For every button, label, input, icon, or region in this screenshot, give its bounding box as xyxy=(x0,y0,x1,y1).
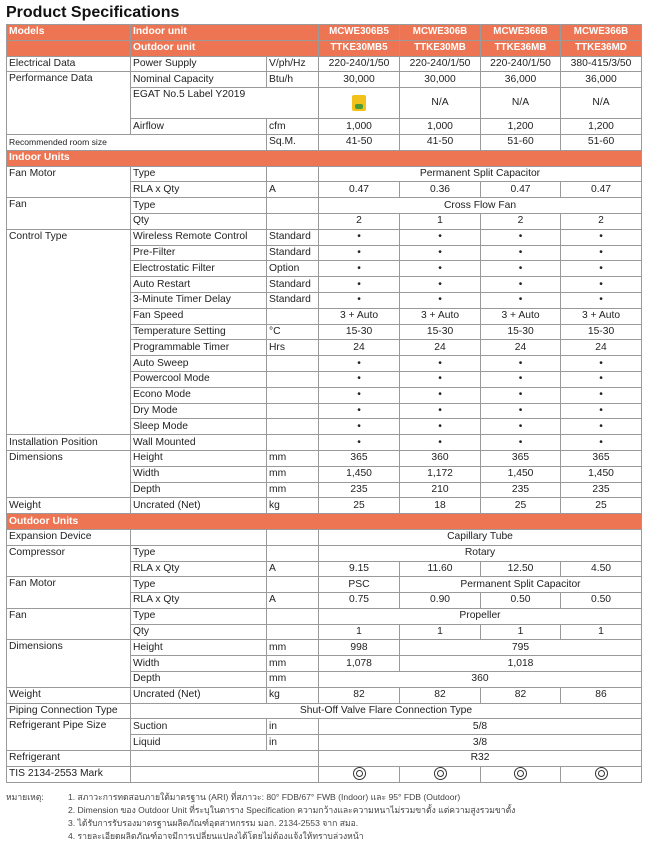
outdoor-unit-label: Outdoor unit xyxy=(131,40,319,56)
cell-value: • xyxy=(400,371,481,387)
table-row xyxy=(7,719,642,735)
cell-value: 0.50 xyxy=(481,593,561,609)
row-item: Type xyxy=(131,608,267,624)
row-label: Weight xyxy=(7,687,131,703)
cell-value: • xyxy=(400,245,481,261)
row-label: Refrigerant xyxy=(7,751,131,767)
cell-value: 24 xyxy=(319,340,400,356)
cell-value: 1 xyxy=(400,213,481,229)
header-row-outdoor xyxy=(7,40,642,56)
row-item: Height xyxy=(131,450,267,466)
row-item: Depth xyxy=(131,672,267,688)
egat-label-icon xyxy=(352,95,366,111)
cell-value: • xyxy=(319,387,400,403)
outdoor-model: TTKE30MB5 xyxy=(319,40,400,56)
cell-value: 1,200 xyxy=(481,119,561,135)
row-unit xyxy=(267,166,319,182)
cell-value: 220-240/1/50 xyxy=(400,56,481,72)
outdoor-model: TTKE36MB xyxy=(481,40,561,56)
cell-value: 15-30 xyxy=(400,324,481,340)
row-label: TIS 2134-2553 Mark xyxy=(7,766,131,782)
row-unit: Standard xyxy=(267,245,319,261)
table-row xyxy=(7,450,642,466)
cell-value: • xyxy=(481,245,561,261)
table-row xyxy=(7,56,642,72)
cell-value: 0.36 xyxy=(400,182,481,198)
notes xyxy=(0,791,647,843)
row-unit: in xyxy=(267,719,319,735)
row-label: Control Type xyxy=(7,229,131,434)
indoor-model: MCWE306B5 xyxy=(319,25,400,41)
cell-value: 1,172 xyxy=(400,466,481,482)
cell-value: Permanent Split Capacitor xyxy=(400,577,642,593)
cell-value: • xyxy=(561,356,642,372)
row-item: Depth xyxy=(131,482,267,498)
cell-value: • xyxy=(561,419,642,435)
row-item: Electrostatic Filter xyxy=(131,261,267,277)
cell-value: • xyxy=(319,403,400,419)
cell-value: Cross Flow Fan xyxy=(319,198,642,214)
cell-value: • xyxy=(400,387,481,403)
cell-value: • xyxy=(561,371,642,387)
row-item xyxy=(131,529,267,545)
cell-value: 998 xyxy=(319,640,400,656)
cell-value: • xyxy=(481,435,561,451)
table-row xyxy=(7,498,642,514)
note-item: 1. สภาวะการทดสอบภายใต้มาตรฐาน (ARI) ที่สภาวะ: 80° FDB/67° FWB (Indoor) และ 95° FDB (Outdoor) xyxy=(68,791,461,802)
cell-value: • xyxy=(400,292,481,308)
tis-cell xyxy=(481,766,561,782)
row-item: Uncrated (Net) xyxy=(131,498,267,514)
cell-value: 86 xyxy=(561,687,642,703)
row-unit xyxy=(267,419,319,435)
row-unit: in xyxy=(267,735,319,751)
cell-value: 1,450 xyxy=(561,466,642,482)
row-item: Pre-Filter xyxy=(131,245,267,261)
table-row xyxy=(7,229,642,245)
cell-value: 36,000 xyxy=(481,72,561,88)
cell-value: 82 xyxy=(319,687,400,703)
cell-value: 1,200 xyxy=(561,119,642,135)
row-unit: kg xyxy=(267,498,319,514)
cell-value: 1,018 xyxy=(400,656,642,672)
cell-value: • xyxy=(319,245,400,261)
egat-cell xyxy=(319,88,400,119)
row-unit xyxy=(267,308,319,324)
row-unit: mm xyxy=(267,656,319,672)
row-unit xyxy=(267,529,319,545)
table-row xyxy=(7,703,642,719)
tis-cell xyxy=(319,766,400,782)
cell-value: • xyxy=(561,229,642,245)
note-row xyxy=(0,817,647,830)
table-row xyxy=(7,608,642,624)
row-item: Type xyxy=(131,166,267,182)
row-item: RLA x Qty xyxy=(131,561,267,577)
row-unit xyxy=(267,435,319,451)
row-item: Type xyxy=(131,577,267,593)
cell-value: 41-50 xyxy=(400,134,481,150)
row-label: Fan Motor xyxy=(7,577,131,609)
row-item: Fan Speed xyxy=(131,308,267,324)
cell-value: • xyxy=(400,356,481,372)
row-item: Uncrated (Net) xyxy=(131,687,267,703)
tis-mark-icon xyxy=(353,767,366,780)
row-unit: mm xyxy=(267,466,319,482)
table-row xyxy=(7,435,642,451)
cell-value: 30,000 xyxy=(319,72,400,88)
cell-value: 0.75 xyxy=(319,593,400,609)
cell-value: 2 xyxy=(561,213,642,229)
outdoor-model: TTKE30MB xyxy=(400,40,481,56)
row-item: Temperature Setting xyxy=(131,324,267,340)
cell-value: • xyxy=(561,292,642,308)
table-row xyxy=(7,545,642,561)
cell-value: N/A xyxy=(400,88,481,119)
cell-value: 25 xyxy=(561,498,642,514)
cell-value: • xyxy=(319,419,400,435)
cell-value: 1 xyxy=(561,624,642,640)
cell-value: • xyxy=(400,261,481,277)
row-label: Electrical Data xyxy=(7,56,131,72)
cell-value: 220-240/1/50 xyxy=(319,56,400,72)
cell-value: • xyxy=(481,261,561,277)
row-unit xyxy=(267,371,319,387)
cell-value: • xyxy=(481,229,561,245)
cell-value: PSC xyxy=(319,577,400,593)
cell-value: 0.47 xyxy=(561,182,642,198)
row-item: Dry Mode xyxy=(131,403,267,419)
cell-value: • xyxy=(400,229,481,245)
cell-value: 2 xyxy=(481,213,561,229)
cell-value: 365 xyxy=(319,450,400,466)
tis-cell xyxy=(400,766,481,782)
row-item: Liquid xyxy=(131,735,267,751)
row-item: Auto Restart xyxy=(131,277,267,293)
note-row xyxy=(0,830,647,843)
cell-value: • xyxy=(400,419,481,435)
row-label: Compressor xyxy=(7,545,131,577)
cell-value: 51-60 xyxy=(481,134,561,150)
cell-value: 1,450 xyxy=(319,466,400,482)
row-item: Sleep Mode xyxy=(131,419,267,435)
cell-value: 15-30 xyxy=(319,324,400,340)
row-unit: °C xyxy=(267,324,319,340)
table-row xyxy=(7,198,642,214)
note-row xyxy=(0,791,647,804)
cell-value: 365 xyxy=(561,450,642,466)
row-unit: Standard xyxy=(267,229,319,245)
cell-value: • xyxy=(400,435,481,451)
cell-value: 795 xyxy=(400,640,642,656)
table-row xyxy=(7,640,642,656)
cell-value: 3 + Auto xyxy=(319,308,400,324)
cell-value: 235 xyxy=(561,482,642,498)
row-item: Airflow xyxy=(131,119,267,135)
models-label: Models xyxy=(7,25,131,41)
row-unit xyxy=(267,577,319,593)
cell-value: 380-415/3/50 xyxy=(561,56,642,72)
cell-value: 0.50 xyxy=(561,593,642,609)
cell-value: • xyxy=(481,277,561,293)
table-row xyxy=(7,687,642,703)
row-label: Performance Data xyxy=(7,72,131,135)
cell-value: • xyxy=(319,277,400,293)
cell-value: • xyxy=(561,245,642,261)
row-item: Height xyxy=(131,640,267,656)
cell-value: • xyxy=(319,371,400,387)
tis-mark-icon xyxy=(595,767,608,780)
section-header-indoor xyxy=(7,150,642,166)
indoor-model: MCWE366B xyxy=(481,25,561,41)
row-item: Width xyxy=(131,466,267,482)
row-unit: Option xyxy=(267,261,319,277)
row-unit xyxy=(267,387,319,403)
indoor-model: MCWE306B xyxy=(400,25,481,41)
row-unit: Standard xyxy=(267,277,319,293)
cell-value: 4.50 xyxy=(561,561,642,577)
note-item: 3. ได้รับการรับรองมาตรฐานผลิตภัณฑ์อุตสาหกรรม มอก. 2134-2553 จาก สมอ. xyxy=(68,817,359,828)
row-label: Fan xyxy=(7,608,131,640)
row-unit xyxy=(267,545,319,561)
row-label: Fan Motor xyxy=(7,166,131,198)
cell-value: 1,000 xyxy=(319,119,400,135)
cell-value: 1,000 xyxy=(400,119,481,135)
row-item: Wireless Remote Control xyxy=(131,229,267,245)
cell-value: 3 + Auto xyxy=(561,308,642,324)
row-unit xyxy=(267,624,319,640)
row-label: Expansion Device xyxy=(7,529,131,545)
row-unit: V/ph/Hz xyxy=(267,56,319,72)
row-item: RLA x Qty xyxy=(131,182,267,198)
cell-value: 25 xyxy=(319,498,400,514)
row-unit xyxy=(267,403,319,419)
cell-value: • xyxy=(481,371,561,387)
table-row xyxy=(7,134,642,150)
cell-value: 1,450 xyxy=(481,466,561,482)
cell-value: 12.50 xyxy=(481,561,561,577)
cell-value: • xyxy=(561,261,642,277)
cell-value: 41-50 xyxy=(319,134,400,150)
row-unit: mm xyxy=(267,482,319,498)
row-unit: mm xyxy=(267,450,319,466)
cell-value: • xyxy=(481,387,561,403)
header-row-indoor xyxy=(7,25,642,41)
cell-value: 24 xyxy=(400,340,481,356)
row-item: Width xyxy=(131,656,267,672)
cell-value: • xyxy=(481,356,561,372)
table-row xyxy=(7,529,642,545)
cell-value: • xyxy=(319,292,400,308)
cell-value: 25 xyxy=(481,498,561,514)
outdoor-model: TTKE36MD xyxy=(561,40,642,56)
row-unit: mm xyxy=(267,640,319,656)
page-title: Product Specifications xyxy=(6,4,180,21)
cell-value: 1 xyxy=(319,624,400,640)
row-item: Suction xyxy=(131,719,267,735)
cell-value: 36,000 xyxy=(561,72,642,88)
row-label: Installation Position xyxy=(7,435,131,451)
indoor-unit-label: Indoor unit xyxy=(131,25,319,41)
row-unit: Standard xyxy=(267,292,319,308)
table-row xyxy=(7,72,642,88)
cell-value: 3 + Auto xyxy=(400,308,481,324)
section-title: Indoor Units xyxy=(7,150,642,166)
cell-value: Propeller xyxy=(319,608,642,624)
cell-value: Permanent Split Capacitor xyxy=(319,166,642,182)
row-unit: A xyxy=(267,561,319,577)
row-item xyxy=(131,766,319,782)
row-label: Piping Connection Type xyxy=(7,703,131,719)
cell-value: 235 xyxy=(481,482,561,498)
cell-value: 220-240/1/50 xyxy=(481,56,561,72)
cell-value: 1 xyxy=(400,624,481,640)
cell-value: 3/8 xyxy=(319,735,642,751)
cell-value: 0.90 xyxy=(400,593,481,609)
row-label: Fan xyxy=(7,198,131,230)
row-label: Dimensions xyxy=(7,640,131,687)
section-header-outdoor xyxy=(7,514,642,530)
row-unit: Hrs xyxy=(267,340,319,356)
cell-value: R32 xyxy=(319,751,642,767)
row-label: Weight xyxy=(7,498,131,514)
row-unit xyxy=(267,608,319,624)
row-item: Power Supply xyxy=(131,56,267,72)
cell-value: N/A xyxy=(481,88,561,119)
cell-value: 235 xyxy=(319,482,400,498)
tis-mark-icon xyxy=(434,767,447,780)
cell-value: 15-30 xyxy=(481,324,561,340)
row-item: Wall Mounted xyxy=(131,435,267,451)
cell-value: • xyxy=(481,403,561,419)
cell-value: • xyxy=(561,277,642,293)
cell-value: 0.47 xyxy=(481,182,561,198)
cell-value: 24 xyxy=(481,340,561,356)
row-unit: A xyxy=(267,182,319,198)
cell-value: • xyxy=(561,435,642,451)
table-row xyxy=(7,751,642,767)
cell-value: 1 xyxy=(481,624,561,640)
row-item: EGAT No.5 Label Y2019 xyxy=(131,88,319,119)
cell-value: 210 xyxy=(400,482,481,498)
note-item: 4. รายละเอียดผลิตภัณฑ์อาจมีการเปลี่ยนแปลงได้โดยไม่ต้องแจ้งให้ทราบล่วงหน้า xyxy=(68,830,364,841)
row-item: Nominal Capacity xyxy=(131,72,267,88)
cell-value: Capillary Tube xyxy=(319,529,642,545)
cell-value: • xyxy=(319,229,400,245)
header-blank xyxy=(7,40,131,56)
cell-value: 360 xyxy=(400,450,481,466)
row-unit: Sq.M. xyxy=(267,134,319,150)
row-item: Powercool Mode xyxy=(131,371,267,387)
row-item: Econo Mode xyxy=(131,387,267,403)
row-label: Dimensions xyxy=(7,450,131,497)
cell-value: • xyxy=(400,403,481,419)
section-title: Outdoor Units xyxy=(7,514,642,530)
indoor-model: MCWE366B xyxy=(561,25,642,41)
row-unit: Btu/h xyxy=(267,72,319,88)
cell-value: Shut-Off Valve Flare Connection Type xyxy=(131,703,642,719)
cell-value: • xyxy=(319,356,400,372)
row-unit xyxy=(267,198,319,214)
cell-value: • xyxy=(319,435,400,451)
tis-mark-icon xyxy=(514,767,527,780)
cell-value: 1,078 xyxy=(319,656,400,672)
cell-value: • xyxy=(561,387,642,403)
row-unit: mm xyxy=(267,672,319,688)
spec-table xyxy=(6,24,642,783)
row-unit xyxy=(267,213,319,229)
table-row xyxy=(7,166,642,182)
row-item: RLA x Qty xyxy=(131,593,267,609)
cell-value: 2 xyxy=(319,213,400,229)
cell-value: 82 xyxy=(400,687,481,703)
row-unit: cfm xyxy=(267,119,319,135)
row-item: Qty xyxy=(131,624,267,640)
cell-value: 30,000 xyxy=(400,72,481,88)
row-item xyxy=(131,751,319,767)
row-unit: kg xyxy=(267,687,319,703)
row-label: Refrigerant Pipe Size xyxy=(7,719,131,751)
cell-value: 9.15 xyxy=(319,561,400,577)
cell-value: 3 + Auto xyxy=(481,308,561,324)
row-item: Auto Sweep xyxy=(131,356,267,372)
cell-value: N/A xyxy=(561,88,642,119)
note-row xyxy=(0,804,647,817)
cell-value: 82 xyxy=(481,687,561,703)
tis-cell xyxy=(561,766,642,782)
cell-value: 5/8 xyxy=(319,719,642,735)
cell-value: • xyxy=(561,403,642,419)
table-row xyxy=(7,766,642,782)
cell-value: • xyxy=(400,277,481,293)
row-item: Programmable Timer xyxy=(131,340,267,356)
row-unit xyxy=(267,356,319,372)
cell-value: 360 xyxy=(319,672,642,688)
note-item: 2. Dimension ของ Outdoor Unit ที่ระบุในตาราง Specification ความกว้างและความหนาไม่รวมขาตั้ง แต่ความสูงรวมขาตั้ง xyxy=(68,804,516,815)
cell-value: 15-30 xyxy=(561,324,642,340)
cell-value: 18 xyxy=(400,498,481,514)
row-unit: A xyxy=(267,593,319,609)
row-item: Type xyxy=(131,545,267,561)
cell-value: • xyxy=(319,261,400,277)
cell-value: 11.60 xyxy=(400,561,481,577)
row-item: Qty xyxy=(131,213,267,229)
cell-value: 365 xyxy=(481,450,561,466)
cell-value: 0.47 xyxy=(319,182,400,198)
row-item: 3-Minute Timer Delay xyxy=(131,292,267,308)
cell-value: • xyxy=(481,419,561,435)
table-row xyxy=(7,577,642,593)
cell-value: Rotary xyxy=(319,545,642,561)
cell-value: • xyxy=(481,292,561,308)
notes-heading: หมายเหตุ: xyxy=(6,791,44,802)
row-label: Recommended room size xyxy=(7,134,267,150)
cell-value: 51-60 xyxy=(561,134,642,150)
cell-value: 24 xyxy=(561,340,642,356)
row-item: Type xyxy=(131,198,267,214)
